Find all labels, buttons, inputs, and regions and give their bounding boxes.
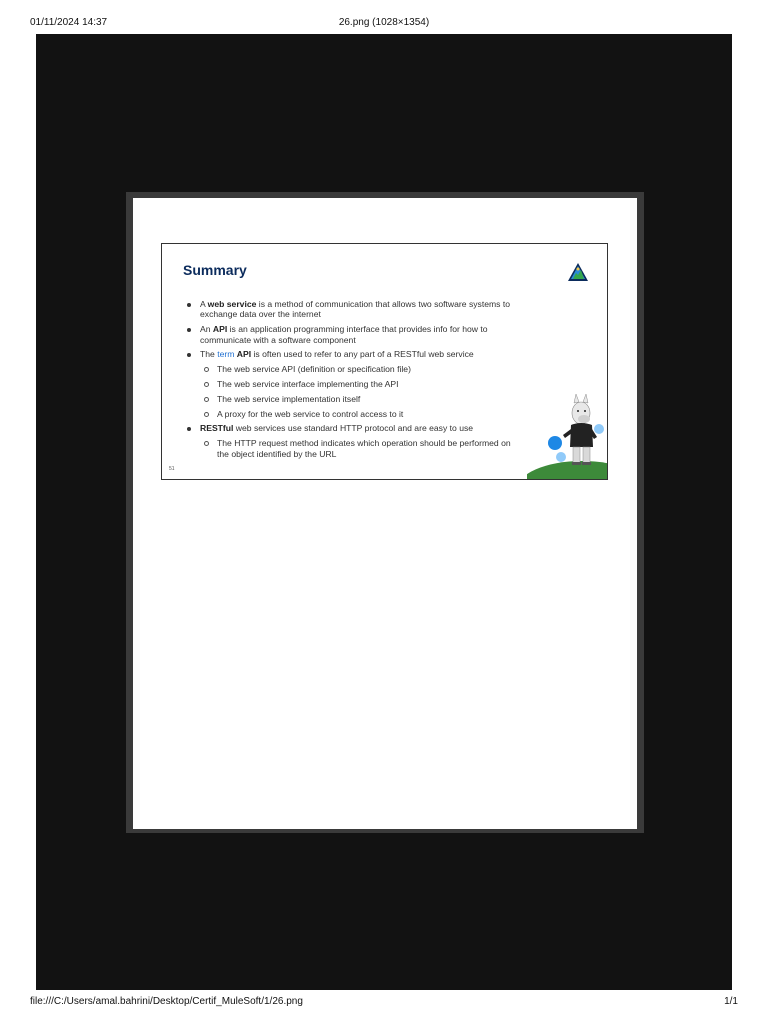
trailhead-mountain-icon [567, 262, 589, 282]
mascot-illustration [527, 389, 607, 479]
bullet-list [183, 299, 523, 463]
bullet-item [183, 324, 523, 345]
bullet-text: RESTful [200, 423, 234, 434]
bullet-text: API [236, 349, 252, 360]
bullet-item [183, 349, 523, 359]
bullet-text: A proxy for the web service to control access to it [217, 408, 404, 419]
bullet-text: An [200, 324, 213, 335]
print-datetime: 01/11/2024 14:37 [30, 17, 108, 28]
sub-bullet-item [183, 379, 523, 389]
bullet-text: The web service implementation itself [217, 393, 361, 404]
bullet-text: The web service API (definition or specification file) [217, 364, 411, 375]
bullet-text: The web service interface implementing the API [217, 379, 399, 389]
sub-bullet-item [183, 394, 523, 404]
file-path: file:///C:/Users/amal.bahrini/Desktop/Certif_MuleSoft/1/26.png [30, 996, 303, 1007]
bullet-text: web service [207, 299, 257, 309]
print-header [0, 0, 768, 34]
bullet-text: A [200, 299, 208, 309]
bullet-item [183, 299, 523, 320]
slide [161, 243, 608, 480]
bullet-text: is a method of communication that allows two software systems to exchange data over the internet [200, 299, 511, 320]
bullet-text: is often used to refer to any part of a RESTful web service [251, 349, 474, 360]
bullet-text: The HTTP request method indicates which operation should be performed on the object identified by the URL [217, 438, 511, 459]
sub-bullet-item [183, 438, 523, 459]
bullet-text: is an application programming interface that provides info for how to communicate with a software component [200, 324, 488, 345]
print-footer [0, 990, 768, 1024]
sub-bullet-item [183, 409, 523, 419]
bullet-item [183, 423, 523, 433]
slide-title: Summary [183, 262, 247, 278]
sub-bullet-item [183, 364, 523, 374]
bullet-text: API [212, 324, 228, 335]
page-number: 1/1 [724, 996, 738, 1007]
bullet-text: The [200, 349, 218, 360]
slide-number: 51 [169, 466, 175, 472]
bullet-text: web services use standard HTTP protocol and are easy to use [233, 423, 474, 434]
bullet-text: term [217, 349, 235, 360]
print-doc-title: 26.png (1028×1354) [338, 17, 430, 28]
